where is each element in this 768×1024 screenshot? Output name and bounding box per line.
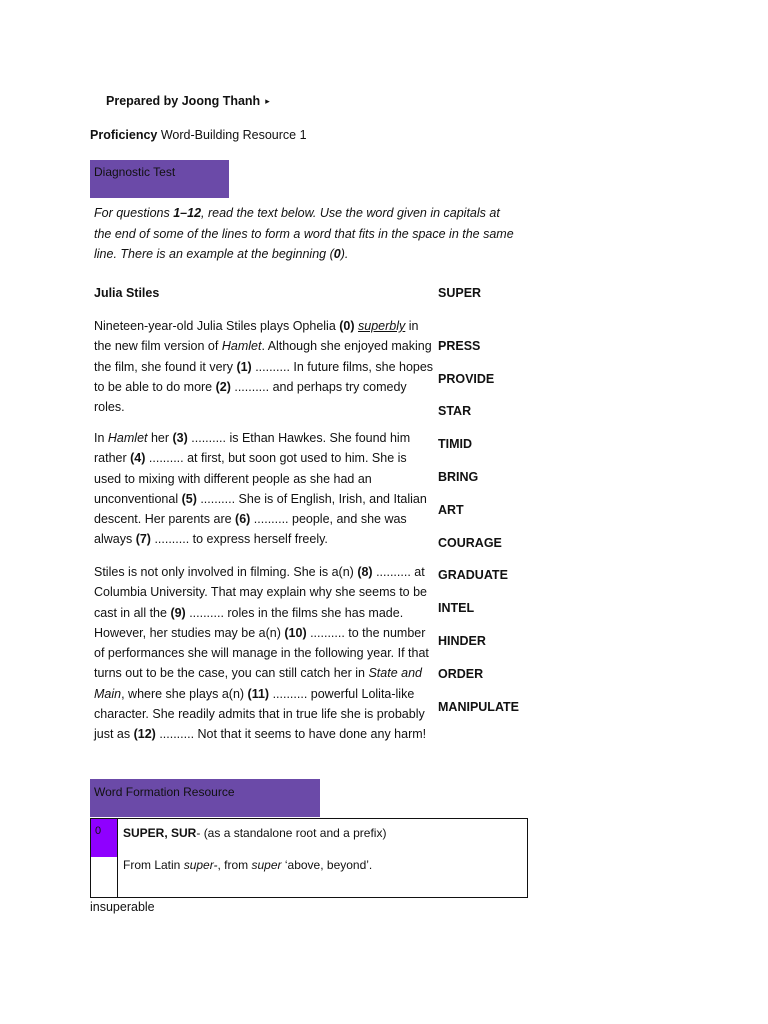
row-number: 0 (95, 825, 102, 837)
keyword-super: SUPER (438, 286, 482, 300)
text: , from (217, 858, 252, 872)
subtitle-rest: Word-Building Resource 1 (157, 128, 307, 142)
text: .......... to express herself freely. (150, 532, 328, 547)
paragraph-2 (94, 428, 436, 550)
text: in the new film version of (94, 319, 419, 354)
instructions-text: ). (340, 247, 349, 261)
gap-0: (0) (339, 319, 355, 333)
table-row (91, 819, 528, 898)
root-origin (123, 857, 522, 873)
example-number: 0 (333, 247, 341, 261)
diagnostic-test-banner (90, 160, 229, 198)
row-number-cell (91, 819, 118, 898)
keyword-manipulate: MANIPULATE (438, 700, 520, 714)
text: .......... powerful Lolita-like character. She readily admits that in true life she is probably just as (94, 686, 425, 742)
text: In (94, 431, 108, 445)
text: ‘above, beyond’. (281, 858, 373, 872)
keyword-art: ART (438, 503, 464, 517)
text: .......... She is of English, Irish, and Italian descent. Her parents are (94, 491, 427, 527)
keyword-star: STAR (438, 404, 472, 418)
text: .......... and perhaps try comedy roles. (94, 379, 407, 415)
word-formation-banner (90, 779, 320, 817)
text: .......... is Ethan Hawkes. She found him rather (94, 431, 411, 466)
prepared-by (106, 94, 270, 108)
text-title: Julia Stiles (94, 286, 160, 300)
instructions (94, 203, 514, 265)
root-description-cell (118, 819, 528, 898)
question-range: 1–12 (173, 206, 202, 220)
instructions-text: For questions (94, 206, 174, 220)
text: .......... Not that it seems to have done any harm! (155, 727, 427, 742)
keyword-bring: BRING (438, 470, 479, 484)
gap-9: (9) (170, 605, 186, 620)
root-heading (123, 825, 522, 841)
gap-3: (3) (172, 431, 188, 445)
root-note: - (as a standalone root and a prefix) (196, 826, 387, 840)
latin-prefix: super- (183, 858, 218, 872)
keyword-hinder: HINDER (438, 634, 486, 648)
gap-10: (10) (284, 625, 307, 640)
word-formation-heading: Word Formation Resource (94, 785, 235, 799)
gap-4: (4) (130, 451, 146, 466)
row-number-fill (91, 819, 117, 857)
gap-12: (12) (133, 727, 156, 742)
gap-1: (1) (236, 359, 252, 374)
text: , where she plays a(n) (121, 686, 248, 701)
keyword-provide: PROVIDE (438, 372, 495, 386)
text: .......... to the number of performances she will manage in the following year. If that turns out to be the case, you can still catch her in (94, 625, 429, 681)
latin-word: super (251, 858, 282, 872)
text: . Although she enjoyed making the film, she found it very (94, 339, 432, 374)
text: .......... at Columbia University. That may explain why she seems to be cast in all the (94, 565, 428, 620)
paragraph-3 (94, 562, 436, 745)
text: her (147, 431, 173, 445)
keyword-press: PRESS (438, 339, 481, 353)
subtitle-level: Proficiency (90, 128, 158, 142)
keyword-courage: COURAGE (438, 536, 502, 550)
derived-word: insuperable (90, 900, 155, 914)
keyword-intel: INTEL (438, 601, 475, 615)
gap-11: (11) (247, 686, 270, 701)
diagnostic-test-heading: Diagnostic Test (94, 165, 176, 179)
film-title: State and Main (94, 666, 422, 701)
text: .......... people, and she was always (94, 512, 407, 547)
text: .......... In future films, she hopes to be able to do more (94, 359, 434, 394)
example-answer: superbly (358, 319, 406, 333)
gap-2: (2) (215, 379, 231, 394)
text: Nineteen-year-old Julia Stiles plays Ophelia (94, 319, 340, 333)
text: Stiles is not only involved in filming. She is a(n) (94, 565, 358, 579)
film-title: Hamlet (221, 339, 262, 354)
film-title: Hamlet (107, 431, 148, 445)
resource-table (90, 818, 528, 898)
triangle-right-icon: ▸ (265, 96, 270, 106)
gap-6: (6) (235, 512, 251, 527)
keyword-order: ORDER (438, 667, 484, 681)
gap-7: (7) (135, 532, 151, 547)
gap-8: (8) (357, 565, 373, 579)
text: .......... at first, but soon got used to him. She is used to mixing with different people as she had an unconventional (94, 451, 407, 506)
paragraph-1 (94, 316, 436, 417)
document-subtitle (90, 128, 307, 142)
prepared-by-text: Prepared by Joong Thanh (106, 94, 261, 108)
gap-5: (5) (181, 491, 197, 506)
keyword-timid: TIMID (438, 437, 473, 451)
keyword-graduate: GRADUATE (438, 568, 508, 582)
instructions-text: , read the text below. Use the word given in capitals at the end of some of the lines to form a word that fits in the space in the same line. There is an example at the beginning ( (94, 206, 514, 261)
text: .......... roles in the films she has made. However, her studies may be a(n) (94, 605, 404, 640)
root-name: SUPER, SUR (123, 826, 197, 840)
text: From Latin (123, 858, 184, 872)
